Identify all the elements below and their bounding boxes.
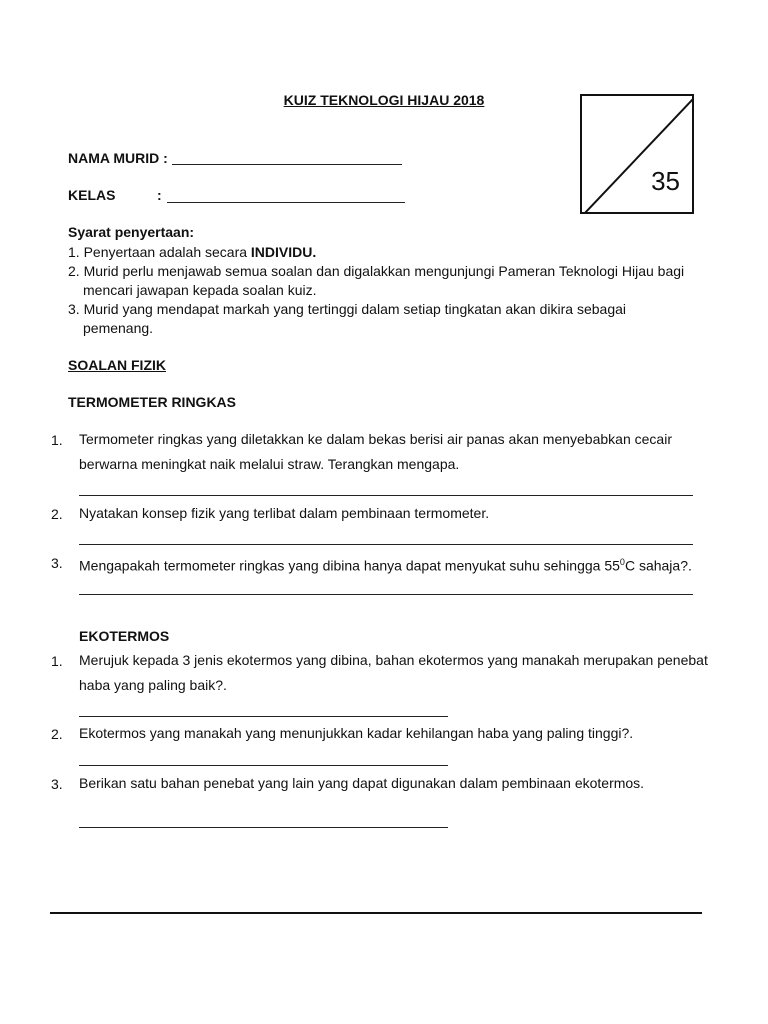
question-number: 1. <box>51 653 63 669</box>
score-value: 35 <box>651 166 680 196</box>
page-divider <box>50 912 702 914</box>
rules-heading: Syarat penyertaan: <box>68 224 195 240</box>
rule-item-1: 1. Penyertaan adalah secara INDIVIDU. <box>68 244 317 260</box>
question-text: Merujuk kepada 3 jenis ekotermos yang dibina, bahan ekotermos yang manakah merupakan penebat haba yang paling baik?. <box>79 652 708 693</box>
name-field[interactable] <box>172 164 402 165</box>
answer-line[interactable] <box>79 765 448 766</box>
question-number: 1. <box>51 432 63 448</box>
section-heading-fizik: SOALAN FIZIK <box>68 357 166 373</box>
rule-item-3: 3. Murid yang mendapat markah yang tertinggi dalam setiap tingkatan akan dikira sebagai <box>68 301 626 317</box>
rule-item-2: 2. Murid perlu menjawab semua soalan dan digalakkan mengunjungi Pameran Teknologi Hijau bagi <box>68 263 685 279</box>
rule-item-2-cont: mencari jawapan kepada soalan kuiz. <box>83 282 317 298</box>
class-label: KELAS <box>68 187 116 203</box>
question-text: Mengapakah termometer ringkas yang dibina hanya dapat menyukat suhu sehingga $55^0C$ sahaja?. <box>79 557 692 574</box>
answer-line[interactable] <box>79 544 693 545</box>
rules-list <box>68 243 708 338</box>
question-number: 3. <box>51 555 63 571</box>
class-colon: : <box>157 187 162 203</box>
subheading-ekotermos: EKOTERMOS <box>79 628 170 644</box>
answer-line[interactable] <box>79 827 448 828</box>
class-field[interactable] <box>167 202 405 203</box>
question-text: Ekotermos yang manakah yang menunjukkan kadar kehilangan haba yang paling tinggi?. <box>79 725 634 741</box>
question-number: 2. <box>51 506 63 522</box>
answer-line[interactable] <box>79 594 693 595</box>
answer-line[interactable] <box>79 495 693 496</box>
name-label: NAMA MURID : <box>68 150 168 166</box>
question-number: 2. <box>51 726 63 742</box>
subheading-termometer: TERMOMETER RINGKAS <box>68 394 236 410</box>
answer-line[interactable] <box>79 716 448 717</box>
question-text: Berikan satu bahan penebat yang lain yang dapat digunakan dalam pembinaan ekotermos. <box>79 775 645 791</box>
rule-item-3-cont: pemenang. <box>83 320 154 336</box>
score-box <box>580 94 694 214</box>
question-text: Nyatakan konsep fizik yang terlibat dalam pembinaan termometer. <box>79 505 490 521</box>
question-number: 3. <box>51 776 63 792</box>
question-text: Termometer ringkas yang diletakkan ke dalam bekas berisi air panas akan menyebabkan cecair berwarna meningkat naik melalui straw. Terangkan mengapa. <box>79 431 672 472</box>
page-title: KUIZ TEKNOLOGI HIJAU 2018 <box>283 92 485 108</box>
